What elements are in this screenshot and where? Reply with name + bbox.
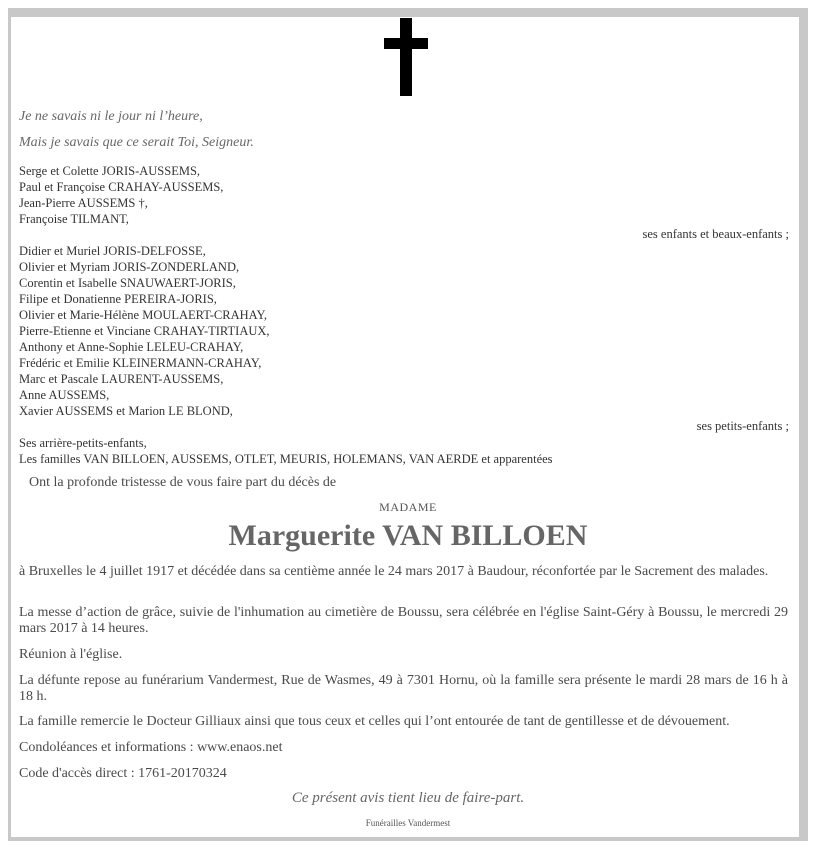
quote-line-2: Mais je savais que ce serait Toi, Seigneur. bbox=[19, 135, 254, 150]
children-label: ses enfants et beaux-enfants ; bbox=[642, 227, 789, 241]
list-item: Jean-Pierre AUSSEMS †, bbox=[19, 196, 148, 210]
list-item: Marc et Pascale LAURENT-AUSSEMS, bbox=[19, 372, 224, 386]
birth-paragraph: à Bruxelles le 4 juillet 1917 et décédée dans sa centième année le 24 mars 2017 à Baudour, réconfortée par le Sacrement des malades. bbox=[19, 564, 769, 579]
children-list bbox=[19, 163, 223, 227]
list-item: Anthony et Anne-Sophie LELEU-CRAHAY, bbox=[19, 340, 244, 354]
list-item: Les familles VAN BILLOEN, AUSSEMS, OTLET, MEURIS, HOLEMANS, VAN AERDE et apparentées bbox=[19, 452, 553, 466]
grandchildren-list bbox=[19, 243, 270, 419]
announcement: Ont la profonde tristesse de vous faire part du décès de bbox=[29, 475, 337, 490]
list-item: Olivier et Marie-Hélène MOULAERT-CRAHAY, bbox=[19, 308, 268, 322]
list-item: Olivier et Myriam JORIS-ZONDERLAND, bbox=[19, 260, 240, 274]
list-item: Françoise TILMANT, bbox=[19, 212, 129, 226]
cross-icon bbox=[384, 18, 428, 96]
list-item: Paul et Françoise CRAHAY-AUSSEMS, bbox=[19, 180, 224, 194]
deceased-name: Marguerite VAN BILLOEN bbox=[228, 519, 588, 552]
list-item: Anne AUSSEMS, bbox=[19, 388, 110, 402]
list-item: Pierre-Etienne et Vinciane CRAHAY-TIRTIAUX, bbox=[19, 324, 270, 338]
list-item: Xavier AUSSEMS et Marion LE BLOND, bbox=[19, 404, 233, 418]
thanks-paragraph: La famille remercie le Docteur Gilliaux ainsi que tous ceux et celles qui l’ont entourée de tant de gentillesse et de dévouement. bbox=[19, 714, 730, 729]
grandchildren-label: ses petits-enfants ; bbox=[696, 419, 789, 433]
list-item: Filipe et Donatienne PEREIRA-JORIS, bbox=[19, 292, 217, 306]
list-item: Frédéric et Emilie KLEINERMANN-CRAHAY, bbox=[19, 356, 262, 370]
list-item: Corentin et Isabelle SNAUWAERT-JORIS, bbox=[19, 276, 236, 290]
quote-line-1: Je ne savais ni le jour ni l’heure, bbox=[19, 109, 203, 124]
gathering-paragraph: Réunion à l'église. bbox=[19, 647, 123, 662]
access-code-paragraph: Code d'accès direct : 1761-20170324 bbox=[19, 766, 227, 781]
list-item: Serge et Colette JORIS-AUSSEMS, bbox=[19, 164, 201, 178]
other-relatives bbox=[19, 435, 553, 467]
condolences-paragraph: Condoléances et informations : www.enaos.net bbox=[19, 740, 283, 755]
list-item: Ses arrière-petits-enfants, bbox=[19, 436, 147, 450]
notice-line: Ce présent avis tient lieu de faire-part. bbox=[291, 790, 525, 806]
footer-funeral-home: Funérailles Vandermest bbox=[365, 818, 451, 828]
list-item: Didier et Muriel JORIS-DELFOSSE, bbox=[19, 244, 206, 258]
funeral-home-paragraph: La défunte repose au funérarium Vandermest, Rue de Wasmes, 49 à 7301 Hornu, où la famille sera présente le mardi 28 mars de 16 h à 18 h. bbox=[19, 673, 788, 704]
mass-paragraph: La messe d’action de grâce, suivie de l'inhumation au cimetière de Boussu, sera célébrée en l'église Saint-Géry à Boussu, le mercredi 29 mars 2017 à 14 heures. bbox=[19, 605, 788, 636]
honorific: MADAME bbox=[379, 500, 437, 514]
